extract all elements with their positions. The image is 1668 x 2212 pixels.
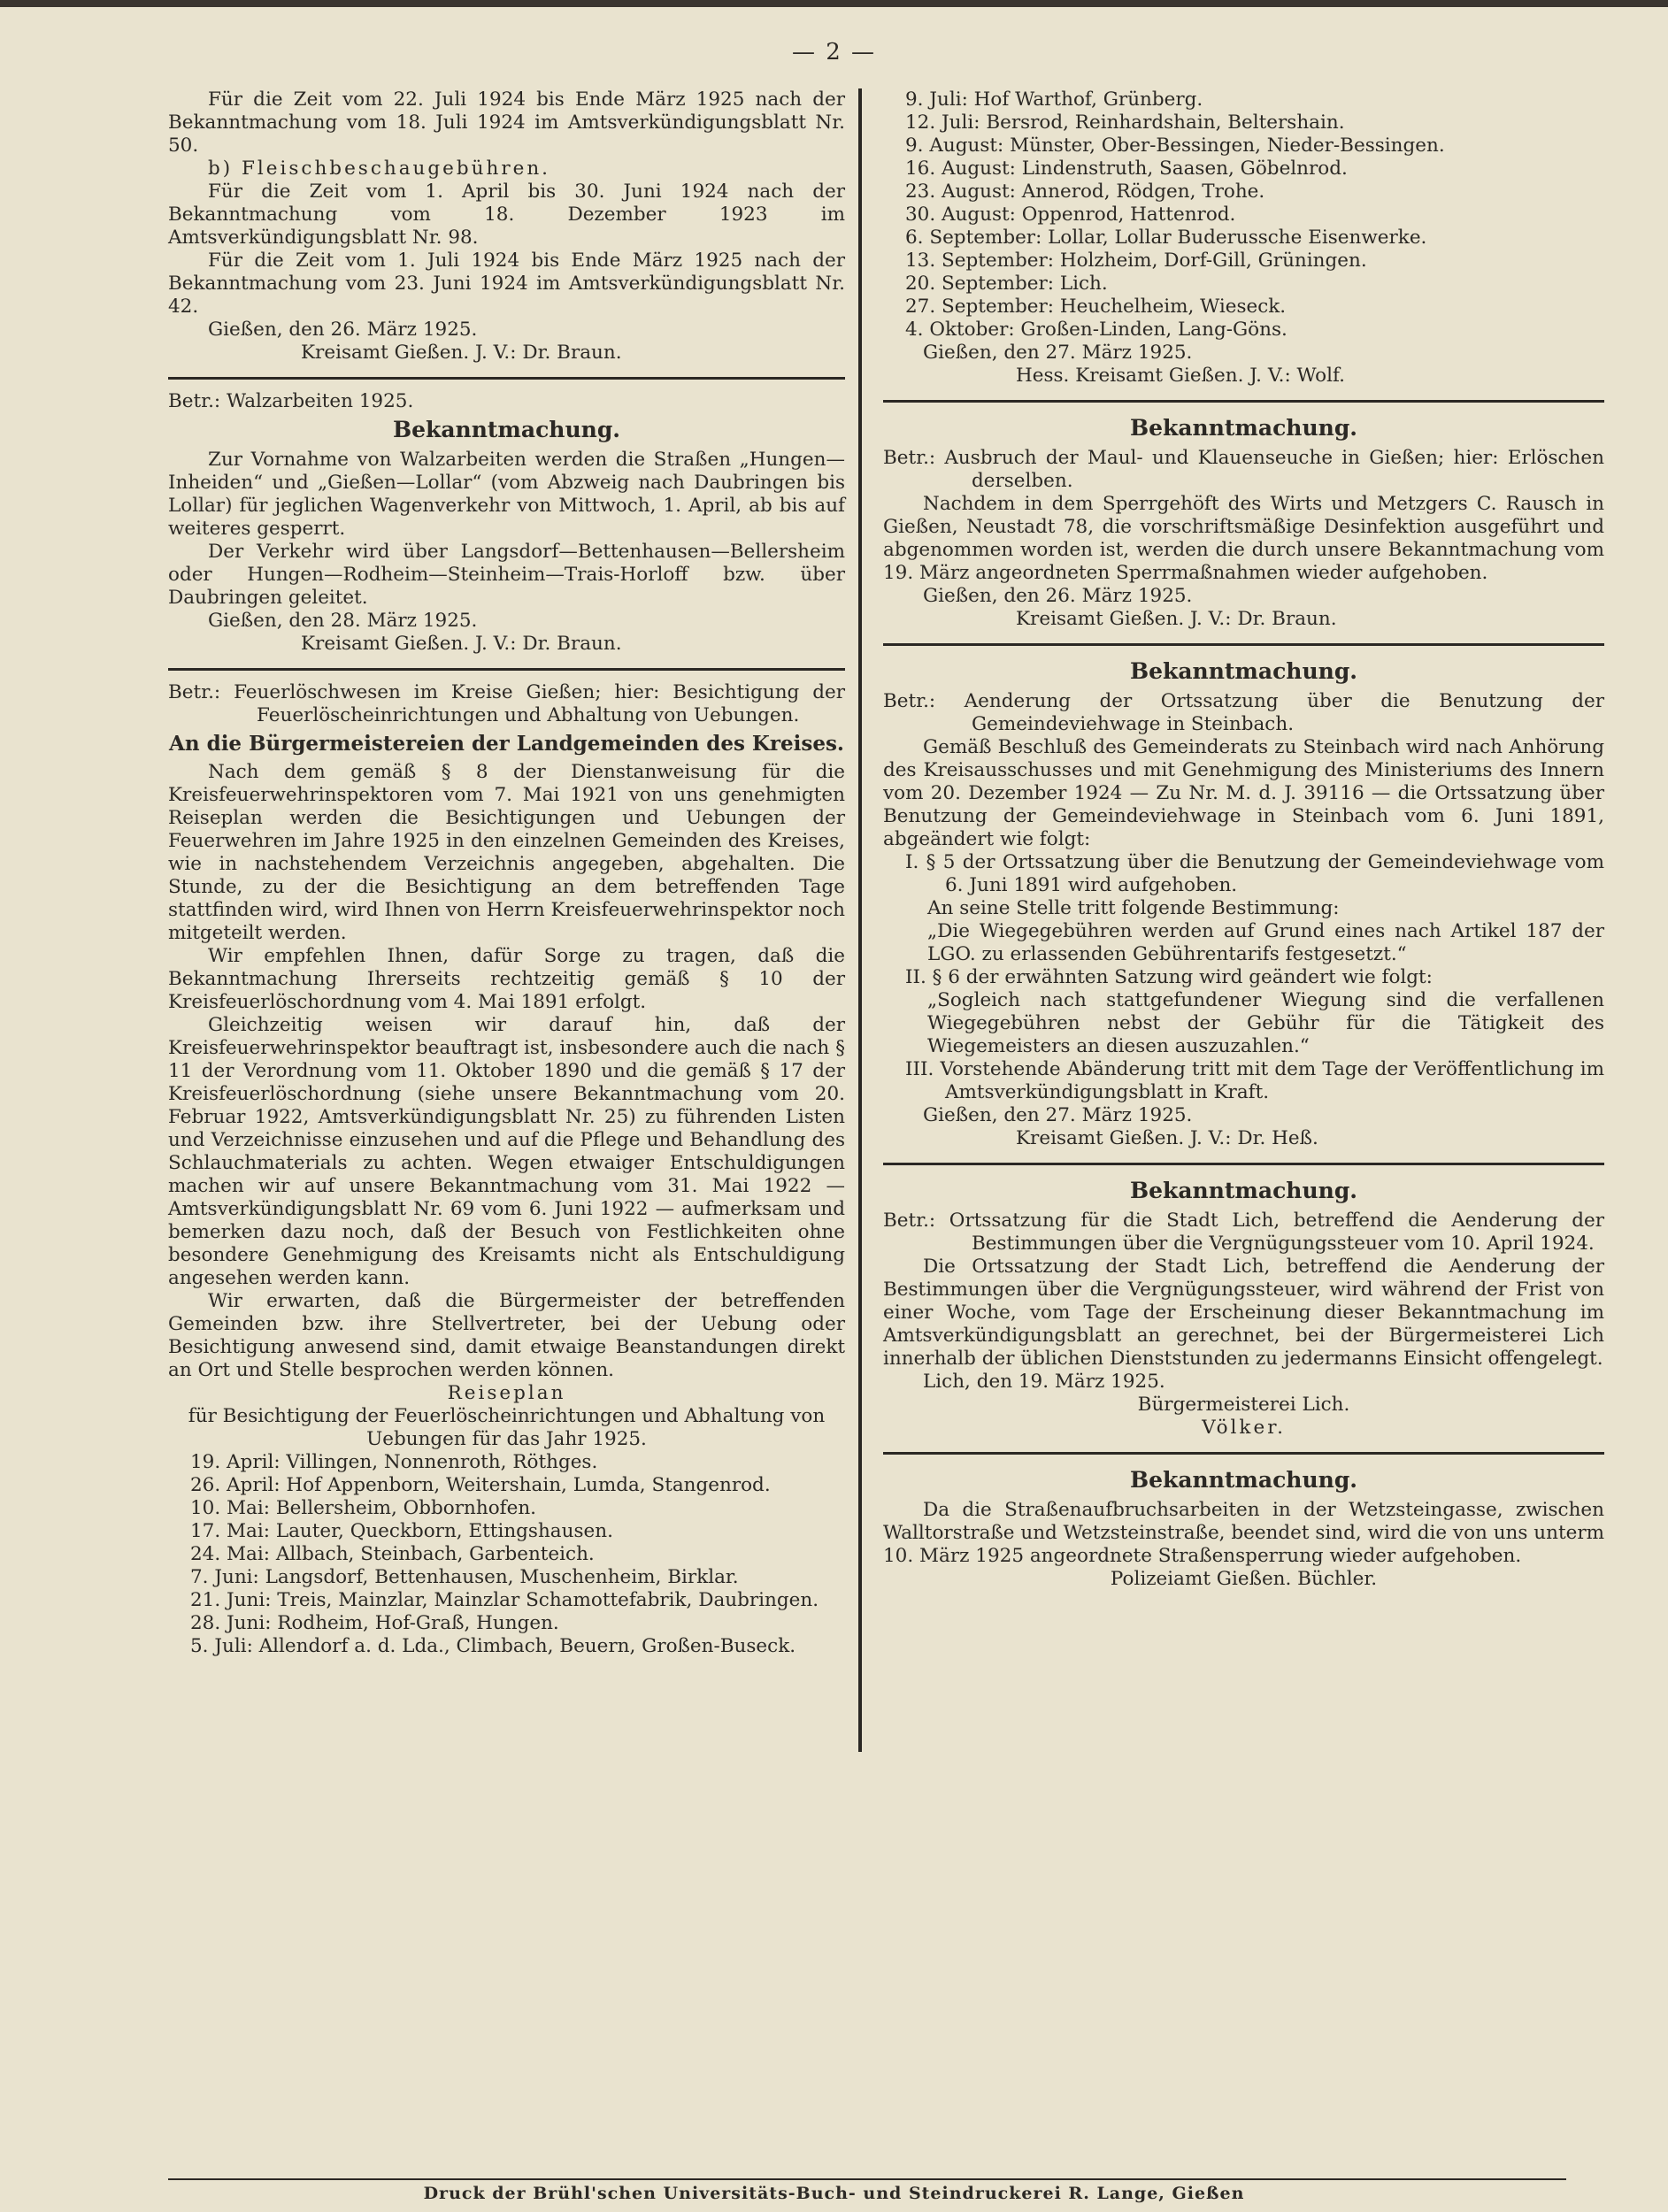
schedule-item: 21. Juni: Treis, Mainzlar, Mainzlar Schamottefabrik, Daubringen. <box>190 1589 819 1611</box>
schedule-item: 17. Mai: Lauter, Queckborn, Ettingshausen. <box>190 1520 613 1542</box>
betr-line: Betr.: Ortssatzung für die Stadt Lich, betreffend die Aenderung der Bestimmungen über die Vergnügungssteuer vom 10. April 1924. <box>883 1210 1604 1255</box>
schedule-item: 24. Mai: Allbach, Steinbach, Garbenteich. <box>190 1543 595 1565</box>
section-title: Bekanntmachung. <box>392 417 621 442</box>
paragraph: Zur Vornahme von Walzarbeiten werden die Straßen „Hungen—Inheiden“ und „Gießen—Lollar“ (vom Abzweig nach Daubringen bis Lollar) für jeglichen Wagenverkehr von Mittwoch, 1. April, ab bis auf weiteres gesperrt. <box>168 449 845 540</box>
schedule-item: 26. April: Hof Appenborn, Weitershain, Lumda, Stangenrod. <box>190 1474 771 1496</box>
betr-line: Betr.: Feuerlöschwesen im Kreise Gießen; hier: Besichtigung der Feuerlöscheinrichtungen und Abhaltung von Uebungen. <box>168 681 845 726</box>
column-rule <box>858 88 862 1752</box>
schedule-item: 19. April: Villingen, Nonnenroth, Röthges. <box>190 1451 598 1473</box>
date-line: Gießen, den 27. März 1925. <box>923 342 1193 364</box>
signature: Völker. <box>1202 1417 1286 1439</box>
schedule-item: 5. Juli: Allendorf a. d. Lda., Climbach, Beuern, Großen-Buseck. <box>190 1635 796 1657</box>
signature: Bürgermeisterei Lich. <box>1137 1394 1350 1416</box>
plan-subtitle: für Besichtigung der Feuerlöscheinrichtungen und Abhaltung von Uebungen für das Jahr 1925. <box>188 1405 826 1450</box>
schedule-item: 6. September: Lollar, Lollar Buderussche Eisenwerke. <box>905 227 1427 249</box>
section-title: An die Bürgermeistereien der Landgemeinden des Kreises. <box>169 732 844 756</box>
printer-imprint: Druck der Brühl'schen Universitäts-Buch- und Steindruckerei R. Lange, Gießen <box>423 2184 1245 2203</box>
schedule-item: 20. September: Lich. <box>905 273 1108 295</box>
paragraph: Die Ortssatzung der Stadt Lich, betreffend die Aenderung der Bestimmungen über die Vergnügungssteuer, wird während der Frist von einer Woche, vom Tage der Erscheinung dieser Bekanntmachung im Amtsverkündigungsblatt an gerechnet, bei der Bürgermeisterei Lich innerhalb der üblichen Dienststunden zu jedermanns Einsicht offengelegt. <box>883 1256 1604 1370</box>
list-item: II. § 6 der erwähnten Satzung wird geändert wie folgt: <box>905 966 1433 988</box>
paragraph: Nachdem in dem Sperrgehöft des Wirts und Metzgers C. Rausch in Gießen, Neustadt 78, die vorschriftsmäßige Desinfektion ausgeführt und abgenommen worden ist, werden die durch unsere Bekanntmachung vom 19. März angeordneten Sperrmaßnahmen wieder aufgehoben. <box>883 493 1604 584</box>
date-line: Gießen, den 27. März 1925. <box>923 1104 1193 1126</box>
betr-line: Betr.: Walzarbeiten 1925. <box>168 390 414 412</box>
section-divider <box>168 377 845 380</box>
section-title: Bekanntmachung. <box>1129 1178 1358 1203</box>
signature: Kreisamt Gießen. J. V.: Dr. Heß. <box>1016 1127 1318 1149</box>
schedule-item: 30. August: Oppenrod, Hattenrod. <box>905 204 1236 226</box>
subheading: b) Fleischbeschaugebühren. <box>208 157 550 180</box>
signature: Polizeiamt Gießen. Büchler. <box>1110 1568 1378 1590</box>
paragraph: Für die Zeit vom 1. Juli 1924 bis Ende März 1925 nach der Bekanntmachung vom 23. Juni 1924 im Amtsverkündigungsblatt Nr. 42. <box>168 250 845 318</box>
date-line: Gießen, den 26. März 1925. <box>208 319 478 341</box>
right-column <box>883 88 1604 1591</box>
section-divider <box>883 1163 1604 1165</box>
date-line: Lich, den 19. März 1925. <box>923 1371 1165 1393</box>
footer-rule <box>168 2178 1566 2180</box>
quote: „Die Wiegegebühren werden auf Grund eines nach Artikel 187 der LGO. zu erlassenden Gebührentarifs festgesetzt.“ <box>927 920 1604 965</box>
schedule-item: 10. Mai: Bellersheim, Obbornhofen. <box>190 1497 536 1519</box>
top-edge <box>0 0 1668 7</box>
schedule-item: 13. September: Holzheim, Dorf-Gill, Grüningen. <box>905 250 1367 272</box>
schedule-item: 4. Oktober: Großen-Linden, Lang-Göns. <box>905 319 1288 341</box>
page-number: — 2 — <box>791 39 877 65</box>
plan-title: Reiseplan <box>447 1382 566 1404</box>
section-title: Bekanntmachung. <box>1129 1467 1358 1493</box>
paragraph: Nach dem gemäß § 8 der Dienstanweisung für die Kreisfeuerwehrinspektoren vom 7. Mai 1921 von uns genehmigten Reiseplan werden die Besichtigungen und Uebungen der Feuerwehren im Jahre 1925 in den einzelnen Gemeinden des Kreises, wie in nachstehendem Verzeichnis angegeben, abgehalten. Die Stunde, zu der die Besichtigung an dem betreffenden Tage stattfinden wird, wird Ihnen von Herrn Kreisfeuerwehrinspektor noch mitgeteilt werden. <box>168 761 845 944</box>
schedule-item: 12. Juli: Bersrod, Reinhardshain, Beltershain. <box>905 111 1345 134</box>
left-column <box>168 88 845 1658</box>
section-divider <box>883 400 1604 403</box>
section-title: Bekanntmachung. <box>1129 415 1358 441</box>
paragraph: Für die Zeit vom 22. Juli 1924 bis Ende März 1925 nach der Bekanntmachung vom 18. Juli 1924 im Amtsverkündigungsblatt Nr. 50. <box>168 88 845 157</box>
betr-line: Betr.: Ausbruch der Maul- und Klauenseuche in Gießen; hier: Erlöschen derselben. <box>883 447 1604 492</box>
date-line: Gießen, den 26. März 1925. <box>923 585 1193 607</box>
paragraph: Gemäß Beschluß des Gemeinderats zu Steinbach wird nach Anhörung des Kreisausschusses und mit Genehmigung des Ministeriums des Innern vom 20. Dezember 1924 — Zu Nr. M. d. J. 39116 — die Ortssatzung über Benutzung der Gemeindeviehwage in Steinbach vom 6. Juni 1891, abgeändert wie folgt: <box>883 736 1604 850</box>
paragraph: Wir erwarten, daß die Bürgermeister der betreffenden Gemeinden bzw. ihre Stellvertreter, bei der Uebung oder Besichtigung anwesend sind, damit etwaige Beanstandungen direkt an Ort und Stelle besprochen werden können. <box>168 1290 845 1381</box>
list-item: An seine Stelle tritt folgende Bestimmung: <box>927 897 1340 919</box>
signature: Hess. Kreisamt Gießen. J. V.: Wolf. <box>1016 365 1346 387</box>
schedule-item: 23. August: Annerod, Rödgen, Trohe. <box>905 180 1265 203</box>
paragraph: Wir empfehlen Ihnen, dafür Sorge zu tragen, daß die Bekanntmachung Ihrerseits rechtzeitig gemäß § 10 der Kreisfeuerlöschordnung vom 4. Mai 1891 erfolgt. <box>168 945 845 1013</box>
paragraph: Der Verkehr wird über Langsdorf—Bettenhausen—Bellersheim oder Hungen—Rodheim—Steinheim—Trais-Horloff bzw. über Daubringen geleitet. <box>168 541 845 609</box>
section-title: Bekanntmachung. <box>1129 658 1358 684</box>
schedule-item: 16. August: Lindenstruth, Saasen, Göbelnrod. <box>905 157 1348 180</box>
list-item: I. § 5 der Ortssatzung über die Benutzung der Gemeindeviehwage vom 6. Juni 1891 wird aufgehoben. <box>905 851 1604 896</box>
paragraph: Für die Zeit vom 1. April bis 30. Juni 1924 nach der Bekanntmachung vom 18. Dezember 1923 im Amtsverkündigungsblatt Nr. 98. <box>168 180 845 249</box>
paragraph: Da die Straßenaufbruchsarbeiten in der Wetzsteingasse, zwischen Walltorstraße und Wetzsteinstraße, beendet sind, wird die von uns unterm 10. März 1925 angeordnete Straßensperrung wieder aufgehoben. <box>883 1499 1604 1567</box>
schedule-item: 27. September: Heuchelheim, Wieseck. <box>905 296 1287 318</box>
schedule-item: 7. Juni: Langsdorf, Bettenhausen, Muschenheim, Birklar. <box>190 1566 739 1588</box>
paragraph: Gleichzeitig weisen wir darauf hin, daß der Kreisfeuerwehrinspektor beauftragt ist, insbesondere auch die nach § 11 der Verordnung vom 11. Oktober 1890 und die gemäß § 17 der Kreisfeuerlöschordnung (siehe unsere Bekanntmachung vom 20. Februar 1922, Amtsverkündigungsblatt Nr. 25) zu führenden Listen und Verzeichnisse einzusehen und auf die Pflege und Behandlung des Schlauchmaterials zu achten. Wegen etwaiger Entschuldigungen machen wir auf unsere Bekanntmachung vom 31. Mai 1922 — Amtsverkündigungsblatt Nr. 69 vom 6. Juni 1922 — aufmerksam und bemerken dazu noch, daß der Besuch von Festlichkeiten ohne besondere Genehmigung des Kreisamts nicht als Entschuldigung angesehen werden kann. <box>168 1014 845 1289</box>
section-divider <box>168 668 845 671</box>
date-line: Gießen, den 28. März 1925. <box>208 610 478 632</box>
schedule-item: 9. Juli: Hof Warthof, Grünberg. <box>905 88 1203 111</box>
quote: „Sogleich nach stattgefundener Wiegung sind die verfallenen Wiegegebühren nebst der Gebühr für die Tätigkeit des Wiegemeisters an diesen auszuzahlen.“ <box>927 989 1604 1057</box>
signature: Kreisamt Gießen. J. V.: Dr. Braun. <box>301 633 622 655</box>
signature: Kreisamt Gießen. J. V.: Dr. Braun. <box>1016 608 1337 630</box>
section-divider <box>883 643 1604 646</box>
signature: Kreisamt Gießen. J. V.: Dr. Braun. <box>301 342 622 364</box>
list-item: III. Vorstehende Abänderung tritt mit dem Tage der Veröffentlichung im Amtsverkündigungsblatt in Kraft. <box>905 1058 1604 1103</box>
schedule-item: 28. Juni: Rodheim, Hof-Graß, Hungen. <box>190 1612 559 1634</box>
section-divider <box>883 1452 1604 1455</box>
betr-line: Betr.: Aenderung der Ortssatzung über die Benutzung der Gemeindeviehwage in Steinbach. <box>883 690 1604 735</box>
schedule-item: 9. August: Münster, Ober-Bessingen, Nieder-Bessingen. <box>905 134 1445 157</box>
